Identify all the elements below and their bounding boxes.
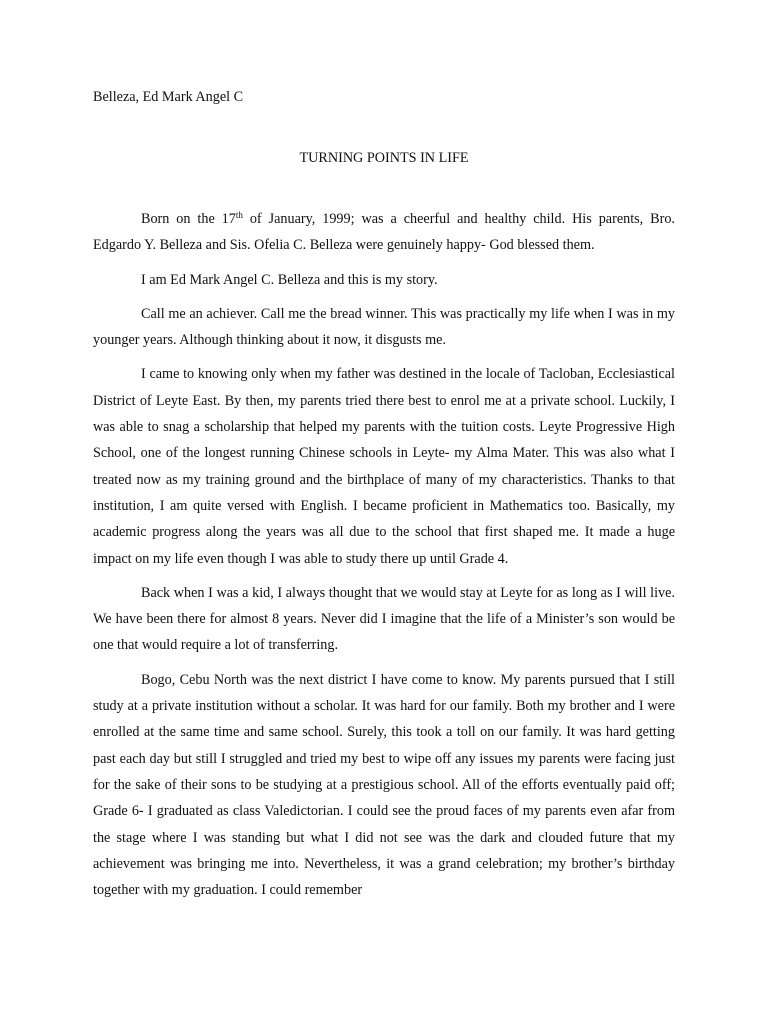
paragraph-1-text-start: Born on the 17 [141,211,236,227]
paragraph-1-text-end: of January, 1999; was a cheerful and healthy child. His parents, Bro. Edgardo Y. Belleza and Sis. Ofelia C. Belleza were genuinely happy- God blessed them. [93,211,675,254]
author-name: Belleza, Ed Mark Angel C [93,89,244,105]
paragraph-5: Back when I was a kid, I always thought that we would stay at Leyte for as long as I will live. We have been there for almost 8 years. Never did I imagine that the life of a Minister’s son would be one that would require a lot of transferring. [93,584,675,654]
paragraph-1 [93,206,675,259]
essay-body [93,206,675,903]
essay-title: TURNING POINTS IN LIFE [299,150,469,166]
ordinal-suffix: th [235,210,243,220]
paragraph-6: Bogo, Cebu North was the next district I have come to know. My parents pursued that I still study at a private institution without a scholar. It was hard for our family. Both my brother and I were enrolled at the same time and same school. Surely, this took a toll on our family. It was hard getting past each day but still I struggled and tried my best to wipe off any issues my parents were facing just for the sake of their sons to be studying at a prestigious school. All of the efforts eventually paid off; Grade 6- I graduated as class Valedictorian. I could see the proud faces of my parents even afar from the stage where I was standing but what I did not see was the dark and clouded future that my achievement was bringing me into. Nevertheless, it was a grand celebration; my brother’s birthday together with my graduation. I could remember [93,671,675,899]
paragraph-4: I came to knowing only when my father was destined in the locale of Tacloban, Ecclesiastical District of Leyte East. By then, my parents tried there best to enrol me at a private school. Luckily, I was able to snag a scholarship that helped my parents with the tuition costs. Leyte Progressive High School, one of the longest running Chinese schools in Leyte- my Alma Mater. This was also what I treated now as my training ground and the birthplace of many of my characteristics. Thanks to that institution, I am quite versed with English. I became proficient in Mathematics too. Basically, my academic progress along the years was all due to the school that first shaped me. It made a huge impact on my life even though I was able to study there up until Grade 4. [93,366,675,567]
paragraph-2: I am Ed Mark Angel C. Belleza and this is my story. [141,271,438,288]
paragraph-3: Call me an achiever. Call me the bread winner. This was practically my life when I was in my younger years. Although thinking about it now, it disgusts me. [93,305,675,349]
